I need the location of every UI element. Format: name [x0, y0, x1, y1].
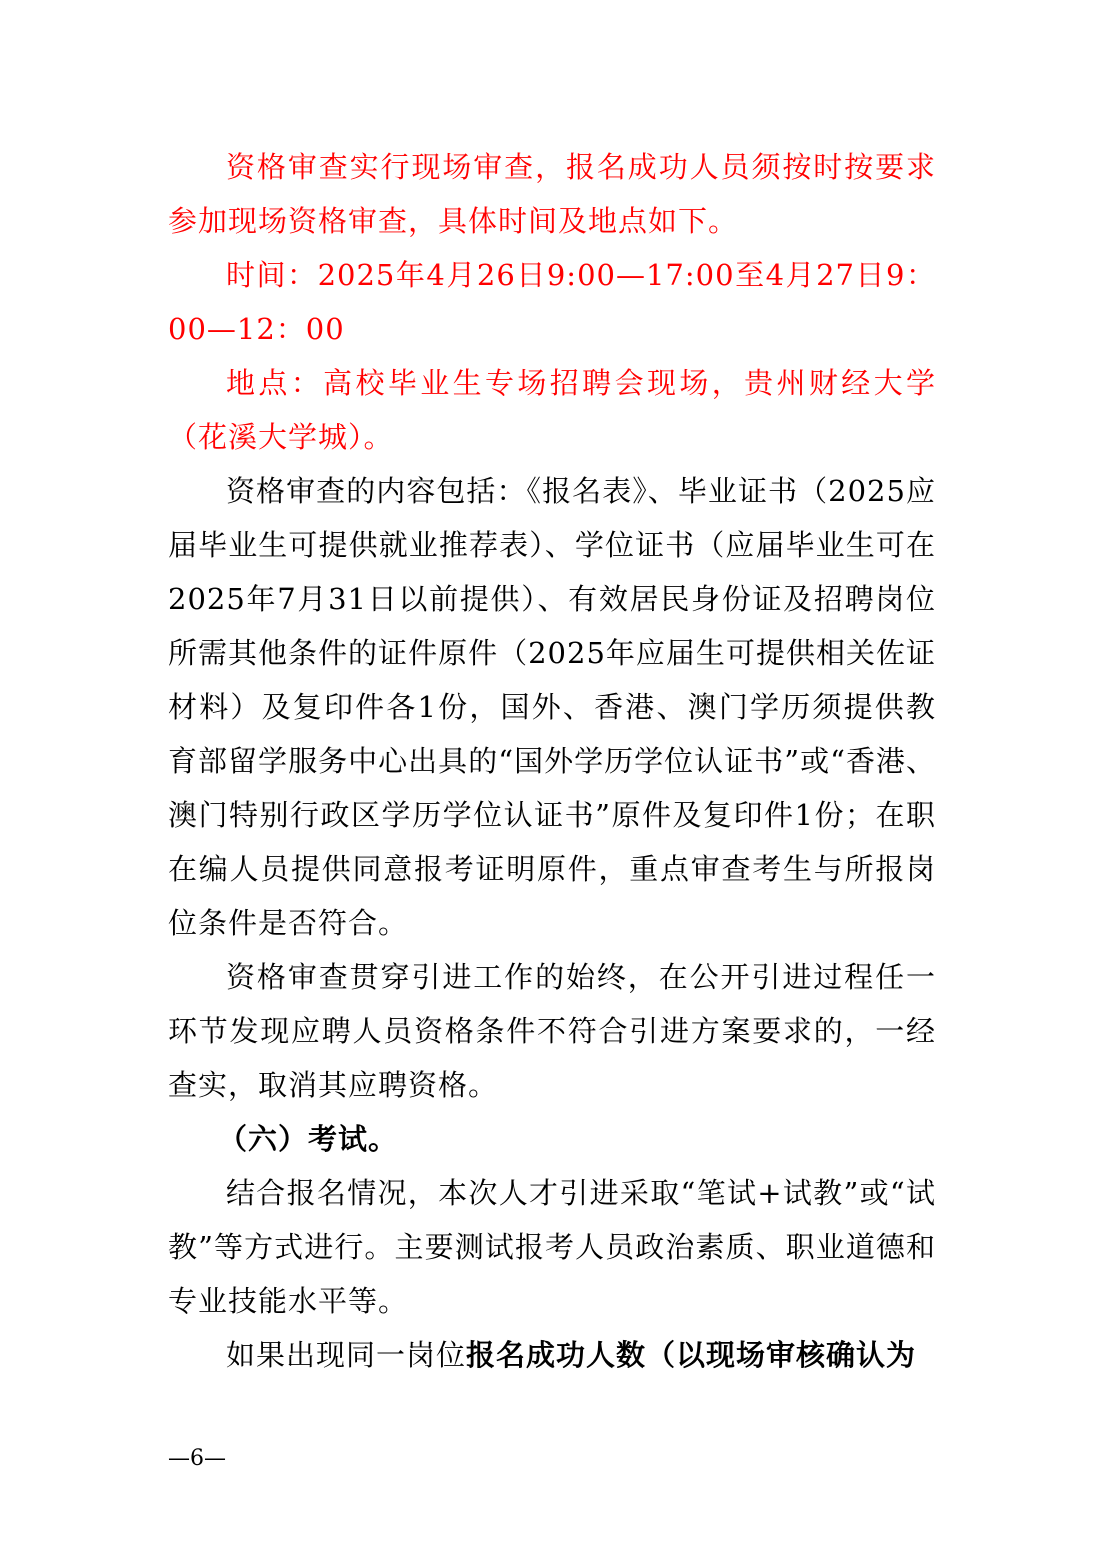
paragraph-review-time: 时间：2025年4月26日9:00—17:00至4月27日9：00—12：00: [168, 258, 936, 346]
document-body: [168, 140, 936, 1382]
paragraph-review-content: 资格审查的内容包括：《报名表》、毕业证书（2025应届毕业生可提供就业推荐表）、学位证书（应届毕业生可在2025年7月31日以前提供）、有效居民身份证及招聘岗位所需其他条件的证件原件（2025年应届生可提供相关佐证材料）及复印件各1份，国外、香港、澳门学历须提供教育部留学服务中心出具的“国外学历学位认证书”或“香港、澳门特别行政区学历学位认证书”原件及复印件1份；在职在编人员提供同意报考证明原件，重点审查考生与所报岗位条件是否符合。: [168, 474, 936, 940]
applicant-count-bold: 报名成功人数（以现场审核确认为: [466, 1338, 917, 1372]
paragraph-review-method: 资格审查实行现场审查，报名成功人员须按时按要求参加现场资格审查，具体时间及地点如下。: [168, 150, 936, 238]
applicant-count-prefix: 如果出现同一岗位: [226, 1338, 467, 1372]
paragraph-review-location: 地点：高校毕业生专场招聘会现场，贵州财经大学（花溪大学城）。: [168, 366, 936, 454]
paragraph-applicant-count: [168, 1328, 936, 1382]
page-number: —6—: [168, 1446, 226, 1471]
paragraph-exam-method: 结合报名情况，本次人才引进采取“笔试+试教”或“试教”等方式进行。主要测试报考人员政治素质、职业道德和专业技能水平等。: [168, 1176, 936, 1318]
paragraph-review-throughout: 资格审查贯穿引进工作的始终，在公开引进过程任一环节发现应聘人员资格条件不符合引进方案要求的，一经查实，取消其应聘资格。: [168, 960, 936, 1102]
section-heading-exam: （六）考试。: [218, 1122, 399, 1156]
